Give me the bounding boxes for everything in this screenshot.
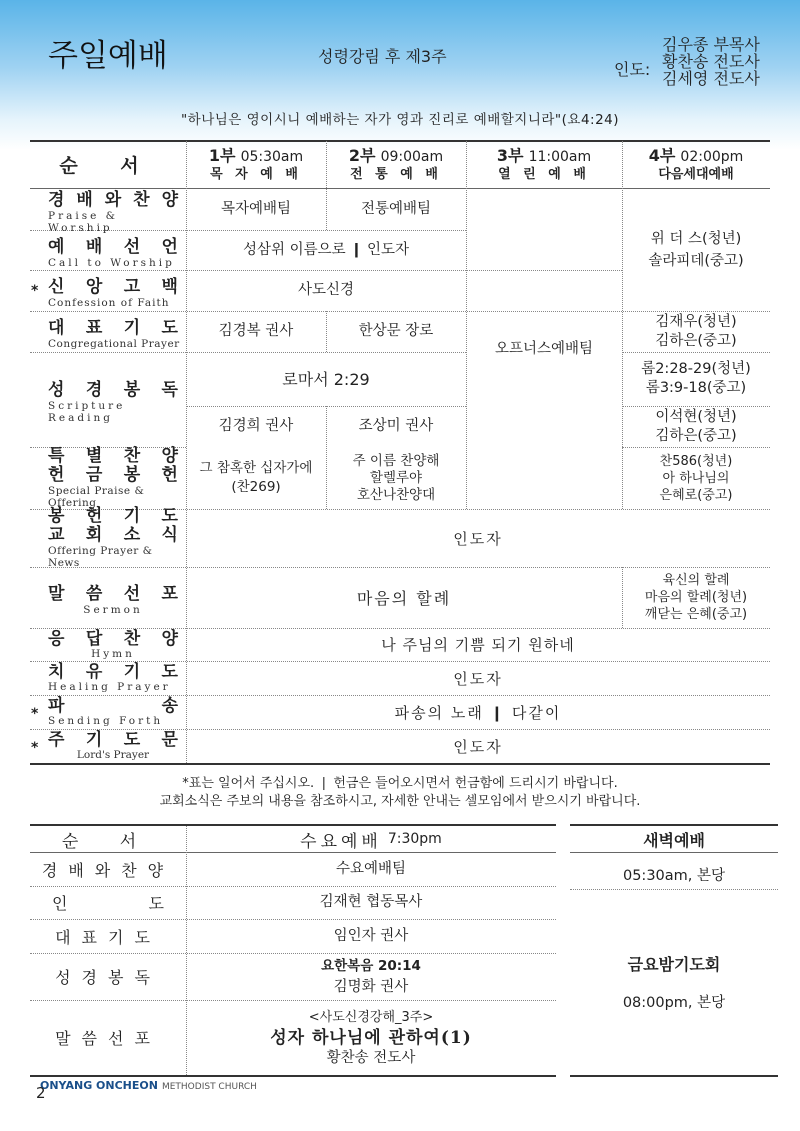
- cell-s4-sermon: [622, 567, 770, 628]
- side-header-divider: [570, 852, 778, 853]
- table-bottom-rule: [30, 763, 770, 765]
- cell-praise-s1: 목자예배팀: [220, 201, 292, 217]
- cell-offering-all: 인도자: [453, 529, 503, 548]
- label-char: 양: [161, 446, 178, 466]
- s4-line: 롬3:9-18(중고): [645, 380, 747, 396]
- wed-row-value: [186, 953, 556, 1000]
- label-char: 교: [48, 525, 65, 545]
- side-bottom-rule: [570, 1075, 778, 1077]
- row-label-offering: [30, 506, 186, 569]
- wed-row-label: [30, 886, 186, 919]
- wed-row-value: [186, 1000, 556, 1075]
- row-label-prayer: [30, 311, 186, 352]
- s4-line: 솔라피데(중고): [648, 253, 744, 269]
- cell-lords-all: 인도자: [453, 737, 503, 756]
- s4-line: 롬2:28-29(청년): [641, 361, 751, 377]
- label-char: 말: [48, 584, 65, 604]
- cell-s3-team: 오프너스예배팀: [494, 340, 594, 357]
- cell-call: 성삼위 이름으로 ❙ 인도자: [242, 241, 410, 258]
- label-char: 봉: [123, 380, 141, 400]
- row-label-call: [30, 230, 186, 270]
- label-char: 찬: [123, 628, 141, 649]
- label-ko: [48, 232, 178, 257]
- label-ko: [48, 507, 178, 526]
- label-char: 유: [85, 662, 103, 682]
- service-header-1: [186, 141, 326, 188]
- cell-praise-s2: 전통예배팀: [360, 201, 432, 217]
- label-char: 송: [161, 696, 178, 716]
- s4-line: 이석현(청년): [655, 408, 737, 425]
- label-char: 헌: [85, 506, 103, 526]
- page-title: 주일예배: [48, 38, 168, 74]
- liturgical-week: 성령강림 후 제3주: [318, 47, 447, 66]
- label-char: 배: [76, 190, 93, 210]
- label-ko: [48, 272, 178, 297]
- label-en: Sending Forth: [48, 715, 164, 727]
- s4-line: 아 하나님의: [662, 470, 730, 486]
- row-label-hymn: [30, 628, 186, 661]
- wed-service-header: [186, 826, 556, 852]
- s4-line: 은혜로(중고): [659, 487, 733, 503]
- cell-reading-s1: 김경희 권사: [218, 418, 294, 434]
- cell-reading-s2: 조상미 권사: [358, 418, 434, 434]
- s4-line: 마음의 할례(청년): [644, 590, 748, 605]
- wed-time: 7:30pm: [387, 831, 442, 847]
- wed-row-label: 성경봉독: [55, 968, 161, 987]
- label-ko: [48, 579, 178, 604]
- special-hymn-title: 주 이름 찬양해: [352, 452, 440, 469]
- label-char: 기: [123, 318, 141, 338]
- service-header-4: [622, 141, 770, 188]
- label-char: 표: [85, 318, 103, 338]
- label-char: 선: [123, 236, 141, 257]
- label-char: 예: [48, 236, 65, 257]
- label-char: 응: [48, 628, 65, 649]
- special-hymn-title: 할렐루야: [369, 469, 423, 486]
- label-char: 헌: [48, 465, 65, 485]
- label-char: 기: [123, 506, 141, 526]
- label-ko: [48, 313, 178, 338]
- cell-s4-praise: [622, 189, 770, 311]
- friday-info: 08:00pm, 본당: [622, 994, 726, 1011]
- wed-row-label-text: [52, 891, 164, 914]
- label-en: Call to Worship: [48, 256, 175, 269]
- leader-name: 김우종 부목사: [662, 35, 760, 54]
- leader-list: [662, 36, 760, 87]
- s4-line: 위 더 스(청년): [650, 231, 742, 247]
- label-char: 백: [161, 277, 178, 297]
- label-en: Sermon: [83, 604, 143, 616]
- label-char: 경: [85, 380, 103, 400]
- label-ko: [48, 466, 178, 485]
- label-en: Hymn: [91, 647, 135, 660]
- label-char: 양: [161, 190, 178, 210]
- row-label-sending: [30, 695, 186, 729]
- cell-sermon-title: 마음의 할례: [356, 589, 452, 608]
- church-logo: [40, 1079, 257, 1092]
- cell-s4-reading-text: [622, 352, 770, 406]
- service-time: 09:00am: [380, 148, 444, 165]
- label-char: 배: [85, 236, 103, 257]
- wed-row-value: 임인자 권사: [333, 927, 409, 944]
- service-header-3: [466, 141, 622, 188]
- s4-line: 김재우(청년): [655, 313, 737, 330]
- label-char: 도: [161, 318, 178, 338]
- label-en: Lord's Prayer: [76, 749, 150, 761]
- label-ko: [48, 731, 178, 749]
- label-char: 도: [161, 662, 178, 682]
- dawn-title: 새벽예배: [643, 830, 705, 850]
- label-char: 소: [123, 525, 141, 545]
- service-time: 02:00pm: [680, 148, 744, 165]
- wed-title: 수요예배: [300, 831, 382, 852]
- row-label-praise: [30, 189, 186, 234]
- label-en: Special Praise & Offering: [48, 485, 145, 509]
- cell-prayer-s1: 김경복 권사: [218, 323, 294, 339]
- service-part: 3부: [496, 145, 524, 165]
- row-label-creed: [30, 270, 186, 311]
- label-char: 독: [161, 380, 178, 400]
- friday-title: 금요밤기도회: [627, 954, 721, 974]
- dawn-info: 05:30am, 본당: [622, 867, 726, 884]
- service-time: 05:30am: [240, 148, 304, 165]
- wed-preacher: 황찬송 전도사: [326, 1049, 416, 1066]
- notice-line: *표는 일어서 주십시오. ❘ 헌금은 들어오시면서 헌금함에 드리시기 바랍니다.: [182, 776, 618, 791]
- label-ko: [48, 630, 178, 648]
- label-char: 선: [123, 584, 141, 604]
- label-ko: [48, 697, 178, 715]
- label-en: Scripture Reading: [48, 400, 126, 424]
- service-time: 11:00am: [528, 148, 592, 165]
- order-header: 순 서: [59, 155, 157, 177]
- s4-line: 찬586(청년): [659, 453, 733, 469]
- label-ko: [48, 375, 178, 400]
- label-char: 성: [48, 380, 65, 400]
- special-hymn-number: (찬269): [231, 479, 281, 495]
- wed-sermon-title: 성자 하나님에 관하여(1): [270, 1027, 472, 1048]
- cell-prayer-s2: 한상문 장로: [358, 323, 434, 339]
- wed-sermon-series: <사도신경강해_3주>: [308, 1009, 434, 1025]
- label-char: 기: [123, 662, 141, 682]
- wed-order-header: 순 서: [61, 831, 155, 852]
- label-char: 치: [48, 662, 65, 682]
- leader-name: 황찬송 전도사: [662, 52, 760, 71]
- wed-row-label: 대표기도: [55, 927, 161, 947]
- page-number: 2: [36, 1084, 46, 1102]
- label-en: Confession of Faith: [48, 297, 170, 309]
- standing-mark: *: [31, 283, 39, 299]
- label-ko: [48, 447, 178, 466]
- notice-line: 교회소식은 주보의 내용을 참조하시고, 자세한 안내는 셀모임에서 받으시기 바랍니다.: [159, 794, 641, 809]
- wed-row-label: 경배와찬양: [41, 861, 175, 880]
- side-divider: [570, 889, 778, 890]
- wed-row-label: 말씀선포: [55, 1029, 161, 1048]
- label-char: 문: [161, 730, 178, 750]
- cell-reading-text: 로마서 2:29: [282, 369, 370, 389]
- cell-s4-reading-people: [622, 406, 770, 447]
- scripture-verse: "하나님은 영이시니 예배하는 자가 영과 진리로 예배할지니라"(요4:24): [180, 112, 620, 128]
- label-char: 헌: [161, 465, 178, 485]
- standing-mark: *: [31, 706, 39, 722]
- special-hymn-title: 그 참혹한 십자가에: [199, 460, 313, 476]
- row-label-lords: [30, 729, 186, 763]
- row-label-sermon: [30, 567, 186, 628]
- service-header-2: [326, 141, 466, 188]
- label-char: 도: [123, 730, 141, 750]
- label-char: 찬: [123, 446, 141, 466]
- label-char: 특: [48, 446, 65, 466]
- cell-special-s1: [186, 447, 326, 509]
- label-char: 답: [85, 628, 103, 649]
- label-ko: [48, 185, 178, 210]
- cell-special-s2: [326, 447, 466, 509]
- service-name: 목 자 예 배: [210, 166, 302, 182]
- label-char: 씀: [85, 584, 103, 604]
- row-label-healing: [30, 661, 186, 695]
- label-ko: [48, 663, 178, 681]
- label-char: 양: [161, 628, 178, 649]
- label-en: Praise & Worship: [48, 210, 118, 234]
- wed-bottom-rule: [30, 1075, 556, 1077]
- label-char: 봉: [123, 465, 141, 485]
- s4-line: 깨닫는 은혜(중고): [644, 607, 748, 622]
- label-char: 고: [123, 277, 141, 297]
- service-name: 다음세대예배: [658, 166, 734, 182]
- label-char: 식: [161, 525, 178, 545]
- service-part: 1부: [208, 145, 236, 165]
- service-part: 2부: [348, 145, 376, 165]
- wed-row-value: 수요예배팀: [335, 861, 407, 877]
- label-char: 금: [85, 465, 103, 485]
- cell-s4-prayer: [622, 311, 770, 352]
- label-en: Offering Prayer & News: [48, 545, 153, 569]
- leader-label: 인도:: [614, 60, 651, 79]
- s4-line: 김하은(중고): [655, 332, 737, 349]
- label-char: 인: [52, 894, 68, 913]
- label-en: Healing Prayer: [48, 681, 171, 693]
- church-name: ONYANG ONCHEON: [40, 1079, 158, 1092]
- leader-name: 김세영 전도사: [662, 69, 760, 88]
- label-char: 주: [48, 730, 65, 750]
- wed-row-value: 김재현 협동목사: [319, 894, 423, 910]
- label-char: 언: [161, 236, 178, 257]
- cell-creed: 사도신경: [297, 282, 355, 298]
- label-char: 와: [104, 190, 122, 210]
- wed-reading-text: 요한복음 20:14: [321, 957, 421, 974]
- label-char: 신: [48, 277, 65, 297]
- service-part: 4부: [648, 145, 676, 165]
- row-label-special: [30, 447, 186, 509]
- label-char: 찬: [133, 190, 150, 210]
- label-char: 포: [161, 584, 178, 604]
- cell-sending-all: 파송의 노래 ❙ 다같이: [394, 703, 562, 722]
- special-choir: 호산나찬양대: [356, 486, 436, 503]
- service-name: 전 통 예 배: [350, 166, 442, 182]
- wed-reading-person: 김명화 권사: [333, 978, 409, 995]
- label-char: 경: [48, 190, 65, 210]
- label-char: 파: [48, 696, 65, 716]
- cell-healing-all: 인도자: [453, 669, 503, 688]
- label-en: Congregational Prayer: [48, 338, 180, 350]
- label-ko: [48, 526, 178, 545]
- label-char: 대: [48, 318, 65, 338]
- cell-hymn-all: 나 주님의 기쁨 되기 원하네: [381, 636, 575, 654]
- row-label-reading: [30, 352, 186, 447]
- label-char: 회: [85, 525, 103, 545]
- s4-line: 육신의 할례: [662, 573, 730, 588]
- label-char: 기: [85, 730, 103, 750]
- church-sub: METHODIST CHURCH: [161, 1082, 257, 1092]
- label-char: 봉: [48, 506, 65, 526]
- s4-line: 김하은(중고): [655, 427, 737, 444]
- label-char: 도: [148, 894, 164, 913]
- label-char: 별: [85, 446, 103, 466]
- label-char: 도: [161, 506, 178, 526]
- standing-mark: *: [31, 740, 39, 756]
- label-char: 앙: [85, 277, 103, 297]
- cell-s4-special: [622, 447, 770, 509]
- service-name: 열 린 예 배: [498, 166, 590, 182]
